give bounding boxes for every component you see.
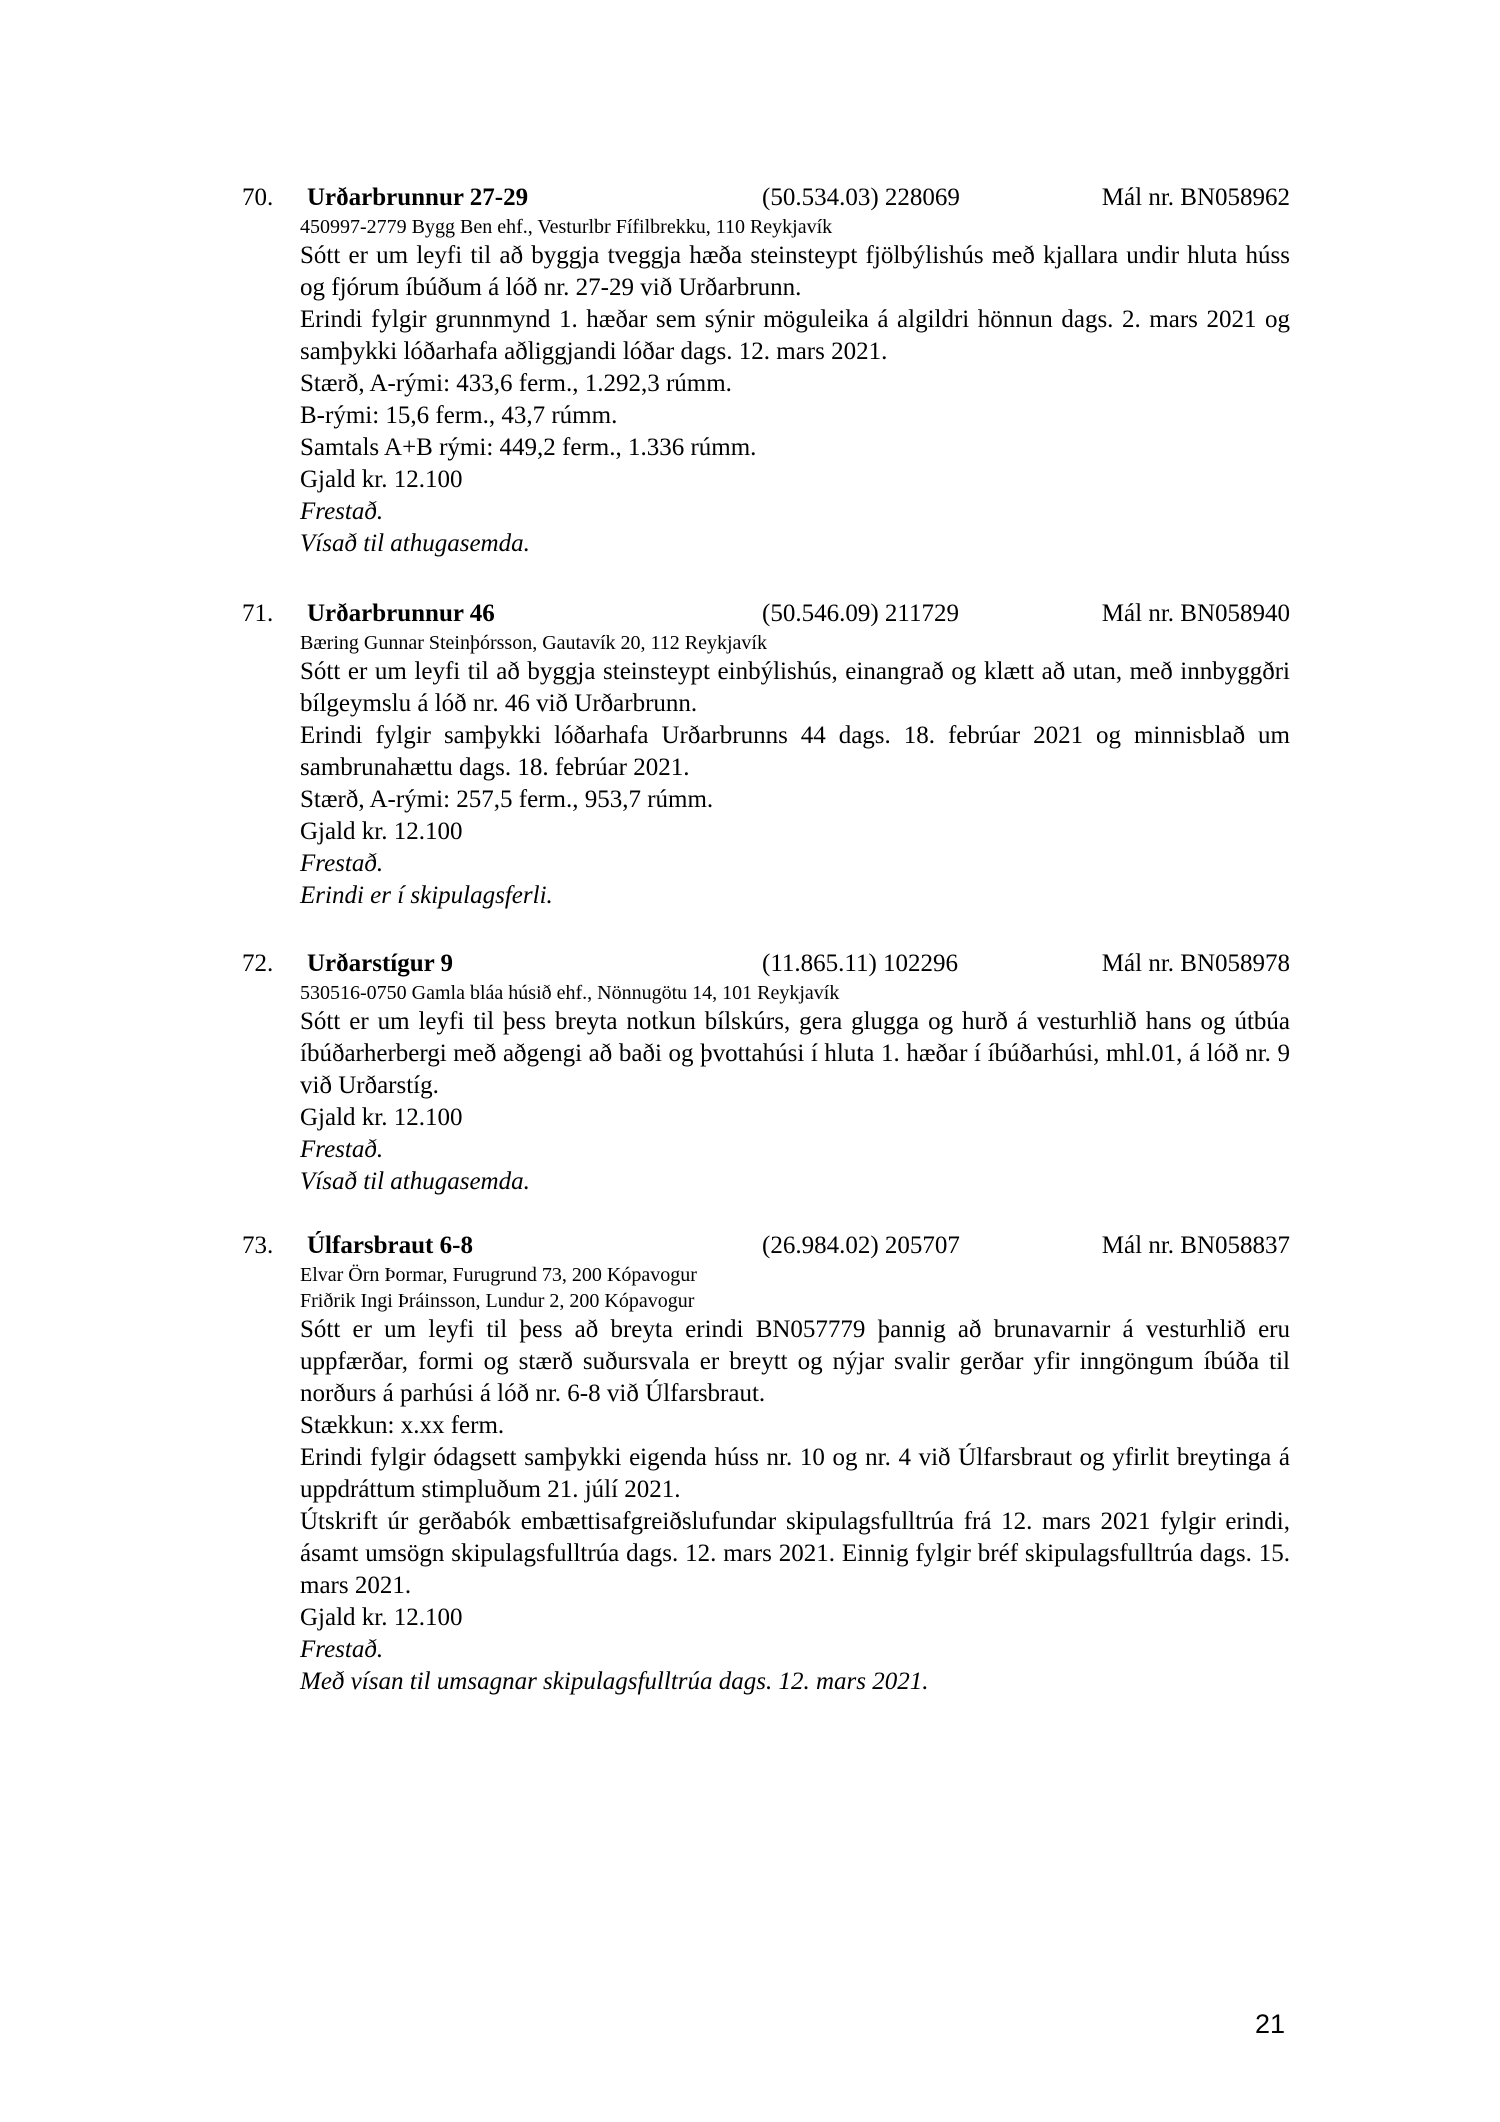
case-number: 72. bbox=[242, 950, 274, 977]
case-header bbox=[242, 182, 1290, 214]
lot-number: (50.546.09) 211729 bbox=[762, 600, 959, 627]
address-title: Urðarbrunnur 46 bbox=[307, 600, 495, 627]
case-number: 70. bbox=[242, 184, 274, 211]
size-a: Stærð, A-rými: 257,5 ferm., 953,7 rúmm. bbox=[300, 786, 714, 813]
fee: Gjald kr. 12.100 bbox=[300, 1104, 463, 1131]
case-header bbox=[242, 598, 1290, 630]
decision: Frestað. bbox=[300, 850, 384, 877]
description: Sótt er um leyfi til að byggja tveggja hæða steinsteypt fjölbýlishús með kjallara undir hluta húss og fjórum íbúðum á lóð nr. 27-29 við Urðarbrunn. bbox=[300, 242, 1290, 301]
description: Sótt er um leyfi til þess breyta notkun bílskúrs, gera glugga og hurð á vesturhlið hans og útbúa íbúðarherbergi með aðgengi að baði og þvottahúsi í hluta 1. hæðar í íbúðarhúsi, mhl.01, á lóð nr. 9 við Urðarstíg. bbox=[300, 1008, 1290, 1099]
lot-number: (26.984.02) 205707 bbox=[762, 1232, 960, 1259]
applicant: Bæring Gunnar Steinþórsson, Gautavík 20, 112 Reykjavík bbox=[300, 632, 767, 654]
reason: Vísað til athugasemda. bbox=[300, 1168, 530, 1195]
reason: Vísað til athugasemda. bbox=[300, 530, 530, 557]
case-header bbox=[242, 1230, 1290, 1262]
fee: Gjald kr. 12.100 bbox=[300, 466, 463, 493]
description: Sótt er um leyfi til að byggja steinsteypt einbýlishús, einangrað og klætt að utan, með innbyggðri bílgeymslu á lóð nr. 46 við Urðarbrunn. bbox=[300, 658, 1290, 717]
case-header bbox=[242, 948, 1290, 980]
case-item bbox=[242, 1230, 1290, 1698]
case-reference: Mál nr. BN058962 bbox=[1101, 184, 1290, 211]
applicant: 530516-0750 Gamla bláa húsið ehf., Nönnugötu 14, 101 Reykjavík bbox=[300, 982, 840, 1004]
decision: Frestað. bbox=[300, 498, 384, 525]
address-title: Úlfarsbraut 6-8 bbox=[307, 1232, 473, 1259]
case-item bbox=[242, 182, 1290, 560]
case-item bbox=[242, 948, 1290, 1198]
case-reference: Mál nr. BN058978 bbox=[1101, 950, 1290, 977]
page-number: 21 bbox=[1254, 2009, 1285, 2039]
address-title: Urðarstígur 9 bbox=[307, 950, 454, 977]
case-item bbox=[242, 598, 1290, 912]
applicant: 450997-2779 Bygg Ben ehf., Vesturlbr Fífilbrekku, 110 Reykjavík bbox=[300, 216, 833, 238]
attachments: Erindi fylgir grunnmynd 1. hæðar sem sýnir möguleika á algildri hönnun dags. 2. mars 2021 og samþykki lóðarhafa aðliggjandi lóðar dags. 12. mars 2021. bbox=[300, 306, 1290, 365]
extract: Útskrift úr gerðabók embættisafgreiðslufundar skipulagsfulltrúa frá 12. mars 2021 fylgir erindi, ásamt umsögn skipulagsfulltrúa dags. 12. mars 2021. Einnig fylgir bréf skipulagsfulltrúa dags. 15. mars 2021. bbox=[300, 1508, 1290, 1599]
reason: Með vísan til umsagnar skipulagsfulltrúa dags. 12. mars 2021. bbox=[300, 1668, 929, 1695]
case-number: 73. bbox=[242, 1232, 274, 1259]
case-reference: Mál nr. BN058837 bbox=[1101, 1232, 1290, 1259]
attachments: Erindi fylgir ódagsett samþykki eigenda húss nr. 10 og nr. 4 við Úlfarsbraut og yfirlit breytinga á uppdráttum stimpluðum 21. júlí 2021. bbox=[300, 1444, 1290, 1503]
case-number: 71. bbox=[242, 600, 274, 627]
applicant: Elvar Örn Þormar, Furugrund 73, 200 Kópavogur bbox=[300, 1264, 697, 1286]
enlargement: Stækkun: x.xx ferm. bbox=[300, 1412, 505, 1439]
decision: Frestað. bbox=[300, 1636, 384, 1663]
address-title: Urðarbrunnur 27-29 bbox=[307, 184, 529, 211]
size-total: Samtals A+B rými: 449,2 ferm., 1.336 rúmm. bbox=[300, 434, 757, 461]
size-a: Stærð, A-rými: 433,6 ferm., 1.292,3 rúmm. bbox=[300, 370, 732, 397]
lot-number: (11.865.11) 102296 bbox=[762, 950, 959, 977]
case-reference: Mál nr. BN058940 bbox=[1101, 600, 1290, 627]
attachments: Erindi fylgir samþykki lóðarhafa Urðarbrunns 44 dags. 18. febrúar 2021 og minnisblað um sambrunahættu dags. 18. febrúar 2021. bbox=[300, 722, 1290, 781]
lot-number: (50.534.03) 228069 bbox=[762, 184, 960, 211]
decision: Frestað. bbox=[300, 1136, 384, 1163]
reason: Erindi er í skipulagsferli. bbox=[300, 882, 553, 909]
fee: Gjald kr. 12.100 bbox=[300, 1604, 463, 1631]
size-b: B-rými: 15,6 ferm., 43,7 rúmm. bbox=[300, 402, 618, 429]
description: Sótt er um leyfi til þess að breyta erindi BN057779 þannig að brunavarnir á vesturhlið eru uppfærðar, formi og stærð suðursvala er breytt og nýjar svalir gerðar yfir inngöngum íbúða til norðurs á parhúsi á lóð nr. 6-8 við Úlfarsbraut. bbox=[300, 1316, 1290, 1407]
fee: Gjald kr. 12.100 bbox=[300, 818, 463, 845]
applicant: Friðrik Ingi Þráinsson, Lundur 2, 200 Kópavogur bbox=[300, 1290, 695, 1312]
